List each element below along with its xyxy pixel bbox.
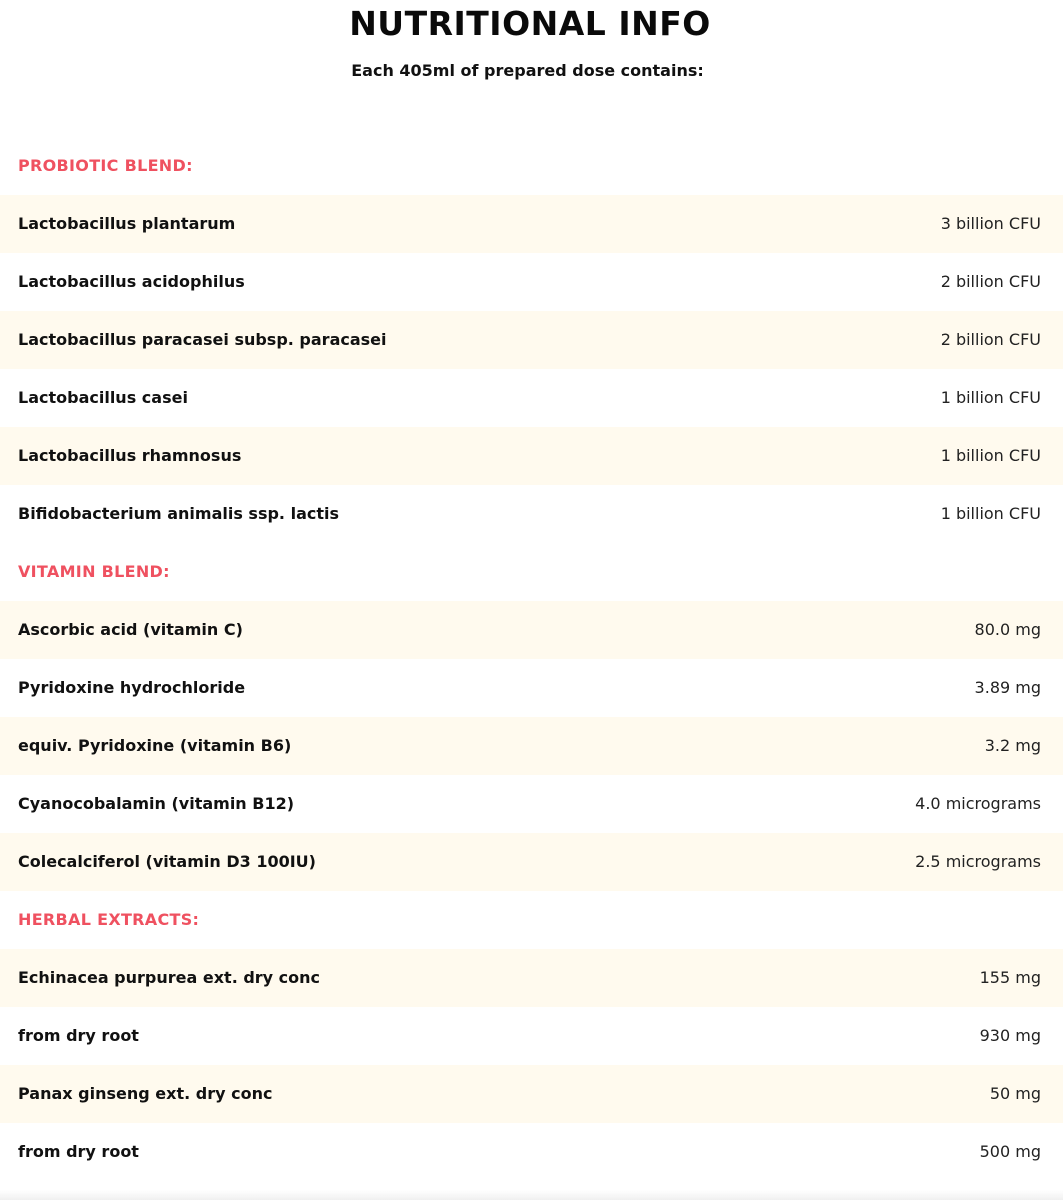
table-row (0, 1007, 1063, 1065)
ingredient-name: Lactobacillus plantarum (18, 214, 236, 233)
ingredient-amount: 2 billion CFU (940, 330, 1041, 349)
table-row (0, 427, 1063, 485)
ingredient-name: Lactobacillus acidophilus (18, 272, 245, 291)
ingredient-name: Pyridoxine hydrochloride (18, 678, 246, 697)
page-title: NUTRITIONAL INFO (349, 4, 711, 43)
nutrition-table (0, 137, 1063, 1181)
ingredient-name: Echinacea purpurea ext. dry conc (18, 968, 321, 987)
ingredient-name: Bifidobacterium animalis ssp. lactis (18, 504, 339, 523)
ingredient-name: Cyanocobalamin (vitamin B12) (18, 794, 295, 813)
page-subtitle: Each 405ml of prepared dose contains: (351, 61, 704, 80)
section-heading-herbal: HERBAL EXTRACTS: (18, 910, 200, 929)
table-row (0, 1123, 1063, 1181)
ingredient-amount: 80.0 mg (974, 620, 1041, 639)
table-row (0, 369, 1063, 427)
section-heading-probiotic: PROBIOTIC BLEND: (18, 156, 193, 175)
table-row (0, 775, 1063, 833)
ingredient-amount: 1 billion CFU (940, 504, 1041, 523)
ingredient-amount: 930 mg (979, 1026, 1041, 1045)
ingredient-name: Colecalciferol (vitamin D3 100IU) (18, 852, 316, 871)
ingredient-amount: 1 billion CFU (940, 388, 1041, 407)
ingredient-amount: 155 mg (979, 968, 1041, 987)
ingredient-amount: 1 billion CFU (940, 446, 1041, 465)
ingredient-amount: 3.2 mg (984, 736, 1041, 755)
table-row (0, 659, 1063, 717)
ingredient-name: Lactobacillus casei (18, 388, 188, 407)
ingredient-name: equiv. Pyridoxine (vitamin B6) (18, 736, 292, 755)
ingredient-amount: 2.5 micrograms (915, 852, 1041, 871)
ingredient-name: Panax ginseng ext. dry conc (18, 1084, 273, 1103)
table-row (0, 717, 1063, 775)
table-row (0, 195, 1063, 253)
ingredient-amount: 500 mg (979, 1142, 1041, 1161)
table-row (0, 253, 1063, 311)
table-row (0, 949, 1063, 1007)
ingredient-name: from dry root (18, 1026, 139, 1045)
section-heading-vitamin: VITAMIN BLEND: (18, 562, 170, 581)
ingredient-amount: 3 billion CFU (940, 214, 1041, 233)
ingredient-name: Lactobacillus paracasei subsp. paracasei (18, 330, 387, 349)
ingredient-amount: 2 billion CFU (940, 272, 1041, 291)
ingredient-amount: 3.89 mg (974, 678, 1041, 697)
ingredient-amount: 50 mg (989, 1084, 1041, 1103)
table-row (0, 1065, 1063, 1123)
ingredient-name: Ascorbic acid (vitamin C) (18, 620, 243, 639)
ingredient-amount: 4.0 micrograms (915, 794, 1041, 813)
ingredient-name: from dry root (18, 1142, 139, 1161)
table-row (0, 601, 1063, 659)
table-row (0, 485, 1063, 543)
bottom-edge-shadow (0, 1190, 1063, 1200)
ingredient-name: Lactobacillus rhamnosus (18, 446, 242, 465)
table-row (0, 311, 1063, 369)
table-row (0, 833, 1063, 891)
